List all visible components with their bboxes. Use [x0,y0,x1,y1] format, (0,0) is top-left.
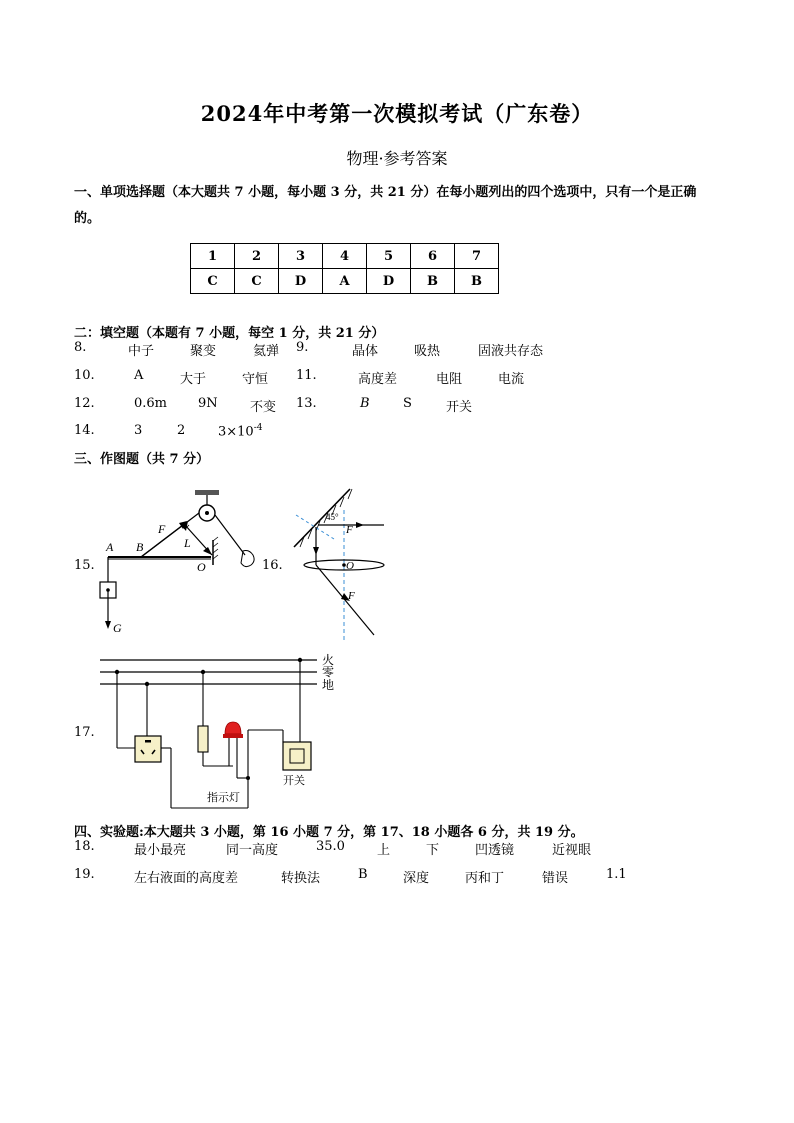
answer: 电流 [498,372,525,387]
section1-heading: 一、单项选择题（本大题共 7 小题，每小题 3 分，共 21 分）在每小题列出的四个选项中，只有一个是正确 [74,185,697,200]
list-item [0,396,794,416]
hand-icon [241,551,254,567]
table-row [191,244,499,269]
table-cell: 3 [279,244,323,269]
table-cell: D [279,269,323,294]
answer: 9N [198,396,218,411]
resistor [198,726,208,752]
label-O: O [197,560,206,574]
answer: 开关 [446,400,473,415]
answer: 大于 [180,372,207,387]
question-number: 18. [74,839,95,854]
label-L: L [184,536,191,550]
section4-heading: 四、实验题:本大题共 3 小题，第 16 小题 7 分，第 17、18 小题各 6 分，共 19 分。 [74,825,584,840]
answer: 1.1 [606,867,627,882]
question-number: 11. [296,368,317,383]
table-cell: 2 [235,244,279,269]
label-neutral: 零 [322,665,335,679]
answer: 同一高度 [226,843,279,858]
answer: 固液共存态 [478,344,544,359]
answer: 最小最亮 [134,843,187,858]
answer: 高度差 [358,372,398,387]
list-item [0,368,794,388]
indicator-lamp-icon [225,722,241,734]
label-ground: 地 [322,678,335,692]
angle-label: 45° [326,512,339,522]
page-title: 2024年中考第一次模拟考试（广东卷） [200,101,594,126]
answer: A [134,368,144,383]
answer: 错误 [542,871,569,886]
table-row [191,269,499,294]
question-number: 13. [296,396,317,411]
answer: 近视眼 [552,843,592,858]
label-B: B [136,540,144,554]
wall-switch [283,742,311,770]
question-number: 10. [74,368,95,383]
question-number: 19. [74,867,95,882]
answer: 晶体 [352,344,379,359]
answer: 深度 [403,871,430,886]
table-cell: B [411,269,455,294]
list-item [0,423,794,443]
label-G: G [113,621,122,635]
answer: 转换法 [281,871,321,886]
question-number: 16. [262,558,283,573]
table-cell: 4 [323,244,367,269]
table-cell: B [455,269,499,294]
list-item [0,340,794,360]
section1-heading-cont: 的。 [74,211,101,226]
answer: 35.0 [316,839,345,854]
plane-mirror [294,489,350,547]
answer: B [358,867,368,882]
answer: 中子 [128,344,155,359]
table-cell: 1 [191,244,235,269]
answer: 不变 [250,400,277,415]
answer: B [360,396,370,411]
refracted-ray [316,565,374,635]
lever-diagram [95,485,275,635]
answer-table [190,243,499,294]
answer: S [403,396,412,411]
answer-base: 3×10 [218,424,254,440]
answer: 凹透镜 [475,843,515,858]
table-cell: 7 [455,244,499,269]
label-switch: 开关 [283,774,305,787]
table-cell: A [323,269,367,294]
question-number: 14. [74,423,95,438]
label-lamp: 指示灯 [207,791,240,804]
answer: 守恒 [242,372,269,387]
answer: 3 [134,423,143,438]
table-cell: 5 [367,244,411,269]
label-F-top: F [346,524,353,536]
list-item [0,867,794,887]
answer: 2 [177,423,186,438]
answer: 左右液面的高度差 [134,871,239,886]
question-number: 15. [74,558,95,573]
section3-heading: 三、作图题（共 7 分） [74,452,210,467]
table-cell: C [235,269,279,294]
table-cell: C [191,269,235,294]
section2-heading: 二：填空题（本题有 7 小题，每空 1 分，共 21 分） [74,326,385,341]
circuit-diagram [95,650,355,810]
ceiling-mount [195,490,219,495]
table-cell: 6 [411,244,455,269]
answer: 0.6m [134,396,168,411]
table-cell: D [367,269,411,294]
answer: 氦弹 [253,344,280,359]
question-number: 8. [74,340,87,355]
socket [135,736,161,762]
answer: 丙和丁 [465,871,505,886]
question-number: 17. [74,725,95,740]
answer-exponent: -4 [253,423,263,433]
label-F-bottom: F [348,590,355,602]
answer: 上 [377,843,391,858]
answer: 吸热 [414,344,441,359]
question-number: 9. [296,340,309,355]
label-O: O [346,560,354,572]
answer: 下 [426,843,440,858]
list-item [0,839,794,859]
question-number: 12. [74,396,95,411]
page-subtitle: 物理·参考答案 [346,149,448,168]
label-live: 火 [322,653,335,667]
label-A: A [106,540,114,554]
answer: 电阻 [436,372,463,387]
answer [218,423,263,439]
answer: 聚变 [190,344,217,359]
optics-diagram [286,485,396,645]
label-F: F [158,522,166,536]
